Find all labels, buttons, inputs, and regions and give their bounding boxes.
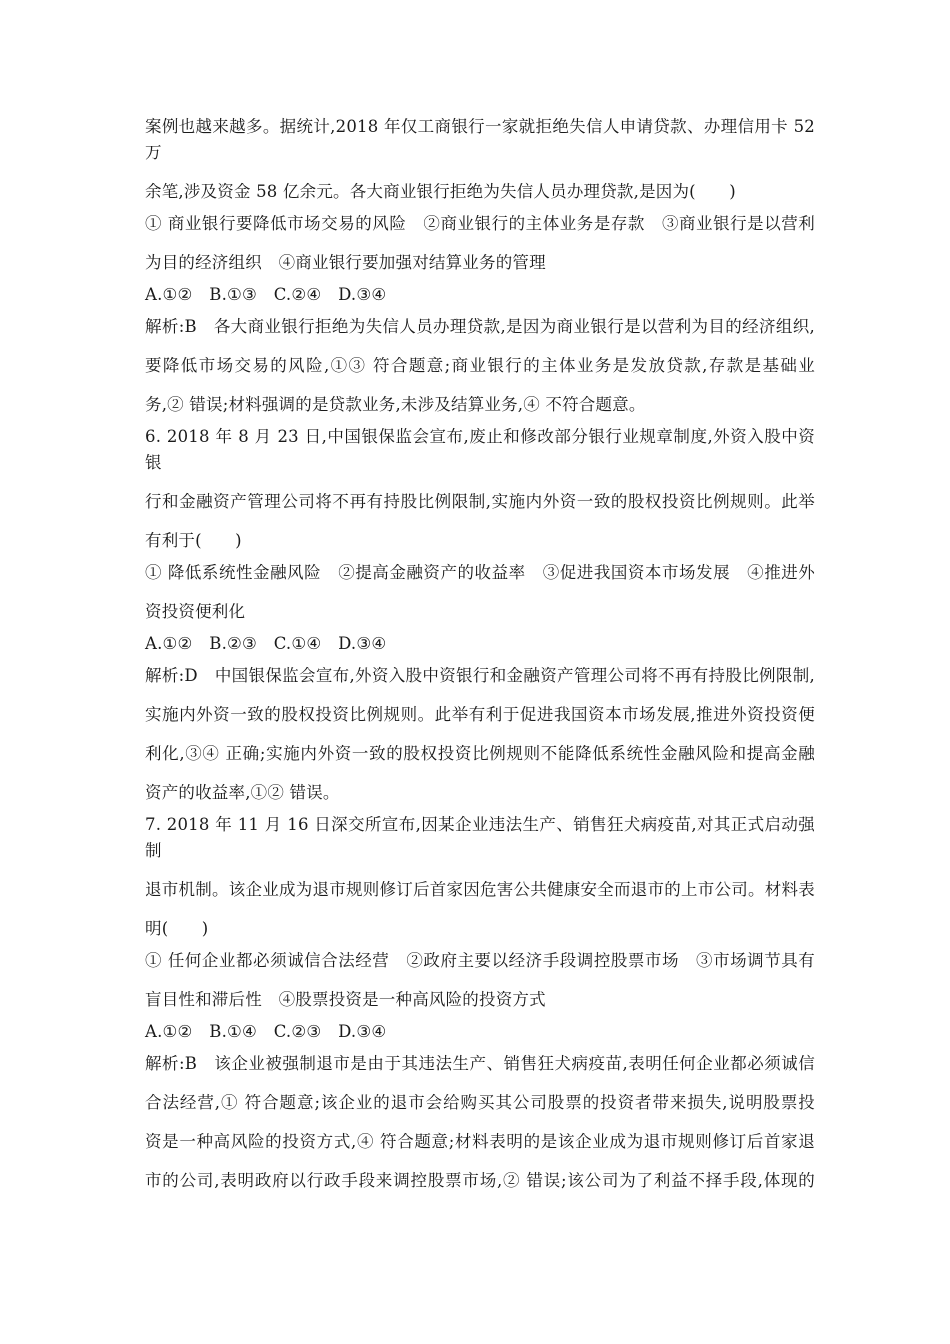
document-body [145,114,815,1194]
analysis-line: 市的公司,表明政府以行政手段来调控股票市场,② 错误;该公司为了利益不择手段,体现的 [145,1171,815,1190]
analysis-line: 合法经营,① 符合题意;该企业的退市会给购买其公司股票的投资者带来损失,说明股票投 [145,1093,815,1112]
analysis-line: 资产的收益率,①② 错误。 [145,783,340,802]
analysis-line: 解析:B 该企业被强制退市是由于其违法生产、销售狂犬病疫苗,表明任何企业都必须诚信 [145,1054,815,1073]
question-line: 有利于( ) [145,531,242,550]
analysis-line: 利化,③④ 正确;实施内外资一致的股权投资比例规则不能降低系统性金融风险和提高金融 [145,744,815,763]
analysis-line: 解析:D 中国银保监会宣布,外资入股中资银行和金融资产管理公司将不再有持股比例限制, [145,666,815,685]
option-line: ① 降低系统性金融风险 ②提高金融资产的收益率 ③促进我国资本市场发展 ④推进外 [145,563,815,582]
answer-choices: A.①② B.②③ C.①④ D.③④ [145,634,387,653]
question-line: 6. 2018 年 8 月 23 日,中国银保监会宣布,废止和修改部分银行业规章制度,外资入股中资银 [145,427,815,472]
analysis-line: 务,② 错误;材料强调的是贷款业务,未涉及结算业务,④ 不符合题意。 [145,395,646,414]
question-line: 退市机制。该企业成为退市规则修订后首家因危害公共健康安全而退市的上市公司。材料表 [145,880,815,899]
analysis-line: 要降低市场交易的风险,①③ 符合题意;商业银行的主体业务是发放贷款,存款是基础业 [145,356,815,375]
analysis-line: 实施内外资一致的股权投资比例规则。此举有利于促进我国资本市场发展,推进外资投资便 [145,705,815,724]
question-line: 7. 2018 年 11 月 16 日深交所宣布,因某企业违法生产、销售狂犬病疫苗,对其正式启动强制 [145,815,815,860]
option-line: 资投资便利化 [145,602,246,621]
option-line: 盲目性和滞后性 ④股票投资是一种高风险的投资方式 [145,990,546,1009]
option-line: 为目的经济组织 ④商业银行要加强对结算业务的管理 [145,253,546,272]
answer-choices: A.①② B.①③ C.②④ D.③④ [145,285,387,304]
question-line: 行和金融资产管理公司将不再有持股比例限制,实施内外资一致的股权投资比例规则。此举 [145,492,815,511]
question-line: 明( ) [145,919,209,938]
analysis-line: 资是一种高风险的投资方式,④ 符合题意;材料表明的是该企业成为退市规则修订后首家退 [145,1132,815,1151]
analysis-line: 解析:B 各大商业银行拒绝为失信人员办理贷款,是因为商业银行是以营利为目的经济组织, [145,317,815,336]
option-line: ① 任何企业都必须诚信合法经营 ②政府主要以经济手段调控股票市场 ③市场调节具有 [145,951,815,970]
text-line: 余笔,涉及资金 58 亿余元。各大商业银行拒绝为失信人员办理贷款,是因为( ) [145,182,736,201]
option-line: ① 商业银行要降低市场交易的风险 ②商业银行的主体业务是存款 ③商业银行是以营利 [145,214,815,233]
answer-choices: A.①② B.①④ C.②③ D.③④ [145,1022,387,1041]
text-line: 案例也越来越多。据统计,2018 年仅工商银行一家就拒绝失信人申请贷款、办理信用卡 52 万 [145,117,815,162]
